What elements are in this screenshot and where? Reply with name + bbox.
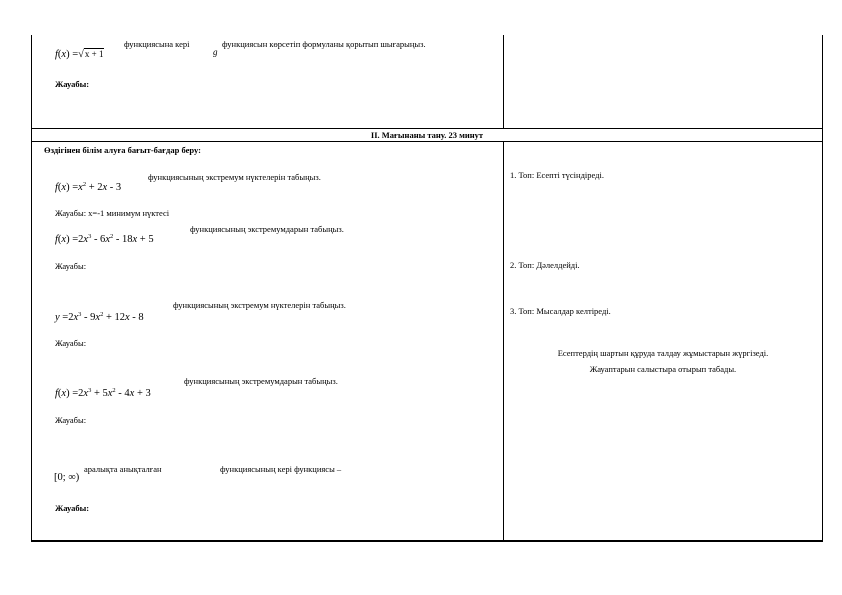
task5-answer-label: Жауабы: — [55, 503, 90, 513]
row1-instruction-part2: функциясын көрсетіп формуланы қорытып шығарыңыз. — [222, 39, 426, 49]
table-row-divider-2 — [31, 141, 823, 142]
task3-formula: $y =2x^3 - 9x^2 + 12x - 8$ — [55, 311, 144, 323]
task5-instruction-part2: функциясының кері функциясы – — [220, 464, 342, 474]
task4-formula: $f(x) =2x^3 + 5x^2 - 4x + 3$ — [55, 387, 151, 399]
table-bottom-border — [31, 540, 823, 542]
intro-text: Өздігінен білім алуға бағыт-бағдар беру: — [44, 145, 201, 155]
note-line-1: Есептердің шартын құруда талдау жұмыстарын жүргізеді. — [557, 348, 769, 358]
inverse-function-formula: f(x) =√x + 1 — [55, 49, 104, 60]
task4-answer: Жауабы: — [55, 415, 87, 425]
table-column-divider-top — [503, 35, 504, 128]
note-line-2: Жауаптарын салыстыра отырып табады. — [589, 364, 737, 374]
table-column-divider-bottom — [503, 141, 504, 541]
task1-formula: $f(x) =x^2 + 2x - 3$ — [55, 181, 122, 193]
group1-task: 1. Топ: Есепті түсіндіреді. — [510, 170, 604, 180]
group2-task: 2. Топ: Дәлелдейді. — [510, 260, 580, 270]
row1-instruction-part1: функциясына кері — [124, 39, 190, 49]
task2-instruction: функциясының экстремумдарын табыңыз. — [190, 224, 344, 234]
table-right-border — [822, 35, 823, 541]
task3-instruction: функциясының экстремум нүктелерін табыңыз. — [173, 300, 346, 310]
group3-task: 3. Топ: Мысалдар келтіреді. — [510, 306, 611, 316]
task2-formula: $f(x) =2x^3 - 6x^2 - 18x + 5$ — [55, 233, 154, 245]
task1-answer: Жауабы: x=-1 минимум нүктесі — [55, 208, 170, 218]
task4-instruction: функциясының экстремумдарын табыңыз. — [184, 376, 338, 386]
task5-interval: [0; ∞) — [54, 472, 80, 483]
task5-instruction-part1: аралықта анықталған — [84, 464, 162, 474]
task1-instruction: функциясының экстремум нүктелерін табыңыз. — [148, 172, 321, 182]
task2-answer: Жауабы: — [55, 261, 87, 271]
g-symbol: g — [213, 47, 218, 57]
row1-answer-label: Жауабы: — [55, 79, 90, 89]
section-header: II. Мағынаны тану. 23 минут — [370, 130, 484, 140]
task3-answer: Жауабы: — [55, 338, 87, 348]
table-left-border — [31, 35, 32, 541]
table-row-divider-1 — [31, 128, 823, 129]
